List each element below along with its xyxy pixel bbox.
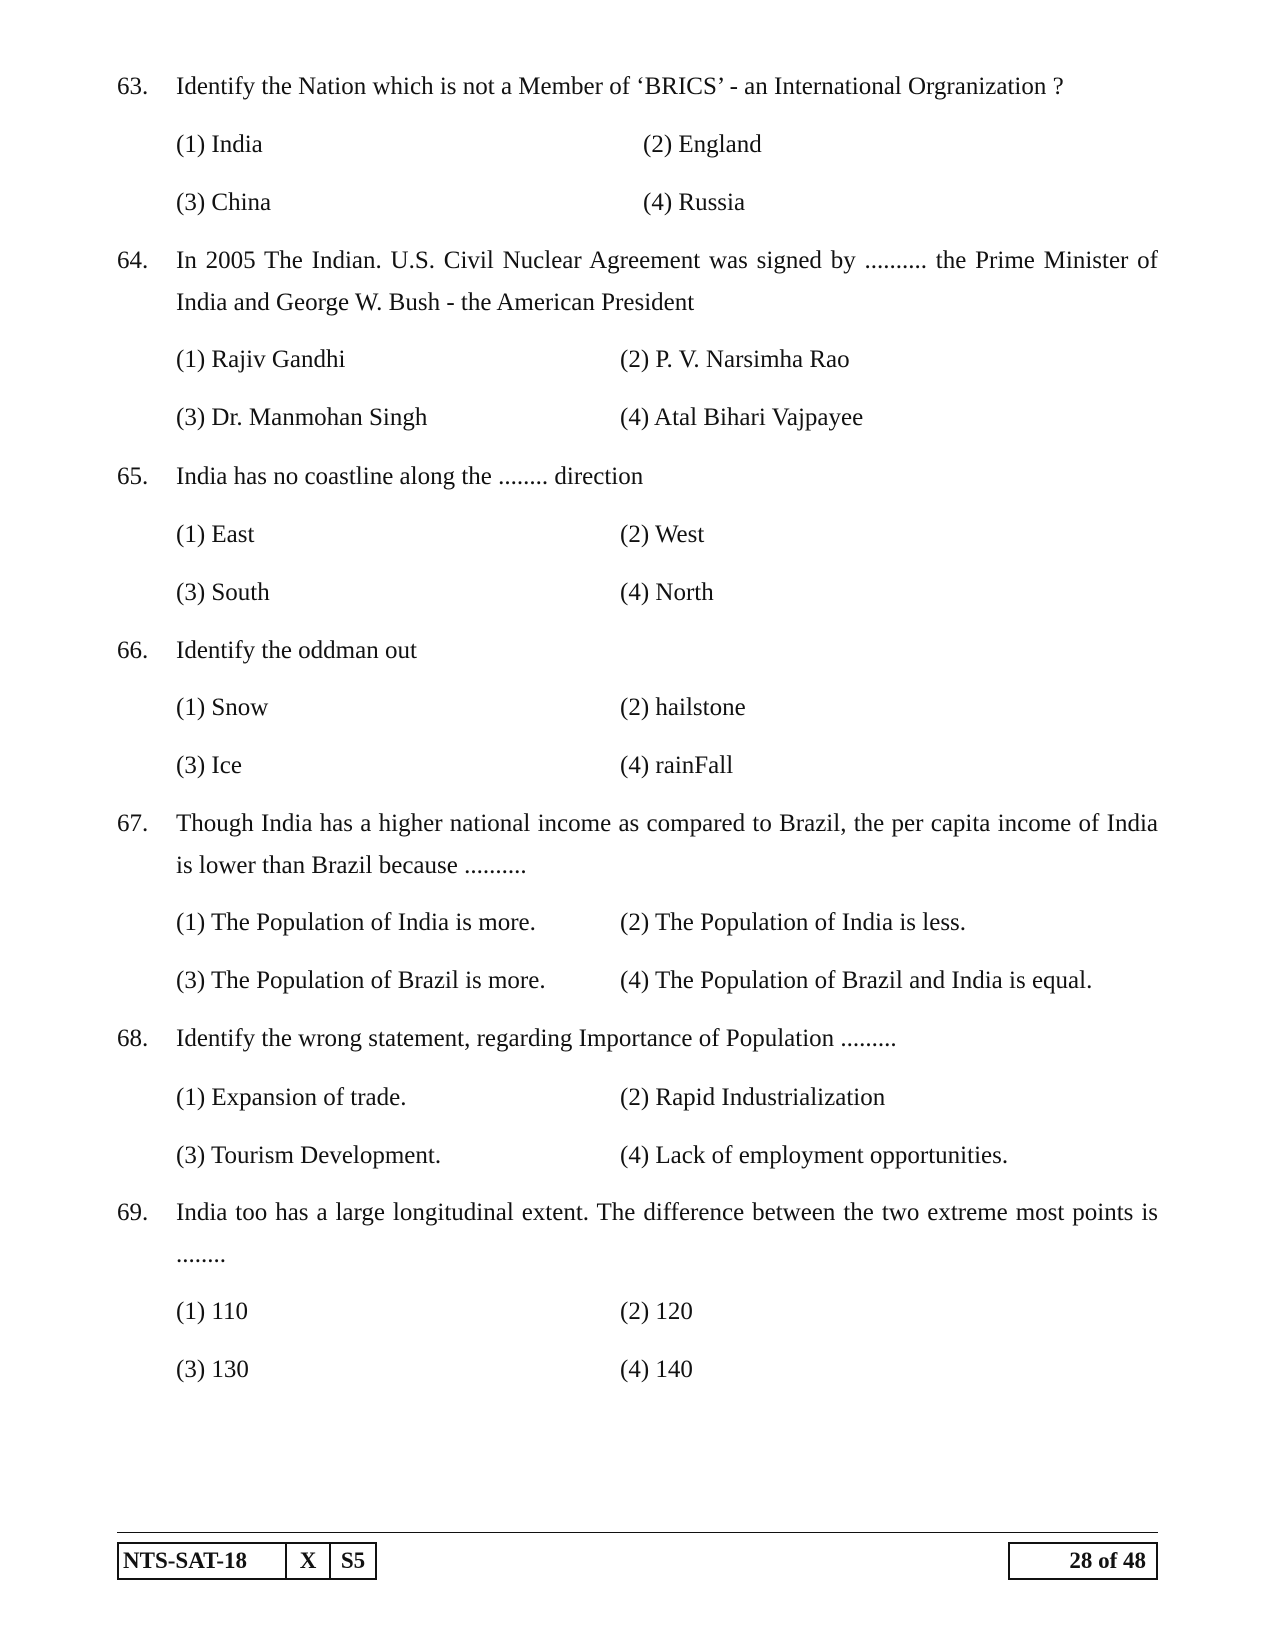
question-text: Identify the wrong statement, regarding Importance of Population ......... — [176, 1025, 897, 1052]
question-number: 66. — [117, 637, 149, 664]
option-3: (3) Tourism Development. — [176, 1142, 442, 1169]
option-3: (3) Dr. Manmohan Singh — [176, 404, 428, 431]
option-2: (2) England — [643, 131, 762, 158]
option-4: (4) Russia — [643, 189, 746, 216]
option-3: (3) Ice — [176, 752, 242, 779]
page-number: 28 of 48 — [1008, 1542, 1158, 1580]
option-1: (1) Expansion of trade. — [176, 1084, 407, 1111]
option-2: (2) Rapid Industrialization — [620, 1084, 886, 1111]
option-3: (3) South — [176, 579, 270, 606]
option-1: (1) The Population of India is more. — [176, 909, 536, 936]
question-text: Though India has a higher national income as compared to Brazil, the per capita income of India is lower than Brazil because .......... — [176, 810, 1158, 879]
option-2: (2) 120 — [620, 1298, 693, 1325]
footer-divider — [117, 1532, 1158, 1533]
question-text: In 2005 The Indian. U.S. Civil Nuclear Agreement was signed by .......... the Prime Minister of India and George W. Bush - the American President — [176, 247, 1158, 316]
question-number: 68. — [117, 1025, 149, 1052]
option-1: (1) Rajiv Gandhi — [176, 346, 346, 373]
option-1: (1) East — [176, 521, 255, 548]
question-number: 64. — [117, 247, 149, 274]
question-text: Identify the oddman out — [176, 637, 417, 664]
option-1: (1) India — [176, 131, 263, 158]
option-4: (4) North — [620, 579, 714, 606]
question-number: 65. — [117, 463, 149, 490]
option-3: (3) The Population of Brazil is more. — [176, 967, 546, 994]
option-1: (1) 110 — [176, 1298, 248, 1325]
question-number: 69. — [117, 1199, 149, 1226]
option-2: (2) West — [620, 521, 705, 548]
option-2: (2) P. V. Narsimha Rao — [620, 346, 850, 373]
option-1: (1) Snow — [176, 694, 269, 721]
option-4: (4) rainFall — [620, 752, 734, 779]
option-3: (3) 130 — [176, 1356, 249, 1383]
option-4: (4) The Population of Brazil and India is equal. — [620, 967, 1093, 994]
option-4: (4) Atal Bihari Vajpayee — [620, 404, 864, 431]
option-3: (3) China — [176, 189, 272, 216]
question-number: 67. — [117, 810, 149, 837]
question-text: India has no coastline along the ........ direction — [176, 463, 644, 490]
option-4: (4) 140 — [620, 1356, 693, 1383]
question-text: India too has a large longitudinal extent. The difference between the two extreme most points is ........ — [176, 1199, 1158, 1268]
class-code: X — [287, 1544, 331, 1578]
question-number: 63. — [117, 73, 149, 100]
set-code: S5 — [340, 1548, 366, 1573]
option-4: (4) Lack of employment opportunities. — [620, 1142, 1009, 1169]
option-2: (2) The Population of India is less. — [620, 909, 967, 936]
exam-code: NTS-SAT-18 — [119, 1544, 287, 1578]
exam-code-box — [117, 1542, 377, 1580]
question-text: Identify the Nation which is not a Member of ‘BRICS’ - an International Orgranization ? — [176, 73, 1064, 100]
option-2: (2) hailstone — [620, 694, 746, 721]
